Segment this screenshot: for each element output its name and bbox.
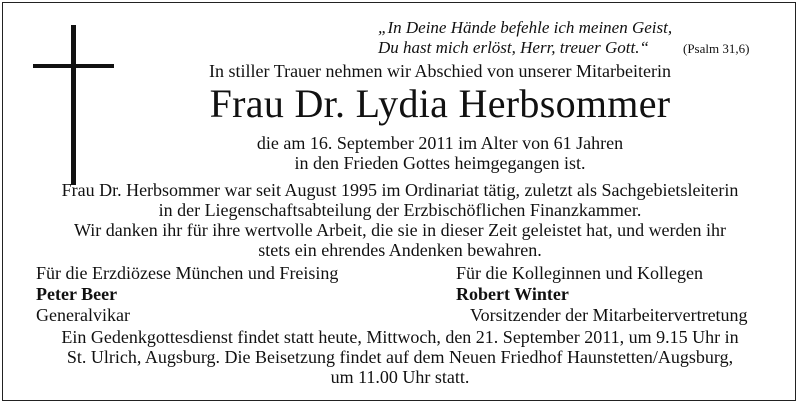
death-line-2: in den Frieden Gottes heimgegangen ist. xyxy=(294,153,586,173)
signature-right-role: Vorsitzender der Mitarbeitervertretung xyxy=(470,305,748,325)
death-line-1: die am 16. September 2011 im Alter von 61 Jahren xyxy=(256,133,624,153)
tribute-line-3: Wir danken ihr für ihre wertvolle Arbeit, die sie in dieser Zeit geleistet hat, und werden ihr xyxy=(73,220,727,240)
quote-line-2: Du hast mich erlöst, Herr, treuer Gott.“ xyxy=(378,38,649,57)
intro-text: In stiller Trauer nehmen wir Abschied von unserer Mitarbeiterin xyxy=(209,61,671,81)
signature-left xyxy=(36,263,338,326)
quote-reference: (Psalm 31,6) xyxy=(683,41,750,56)
tribute-text xyxy=(10,180,790,260)
cross-horizontal-bar xyxy=(33,64,114,68)
cross-vertical-bar xyxy=(71,25,76,185)
tribute-line-4: stets ein ehrendes Andenken bewahren. xyxy=(258,240,542,260)
quote-line-1: „In Deine Hände befehle ich meinen Geist, xyxy=(378,18,673,37)
service-line-2: St. Ulrich, Augsburg. Die Beisetzung findet auf dem Neuen Friedhof Haunstetten/Augsburg, xyxy=(66,347,734,367)
service-announcement xyxy=(10,327,790,387)
death-statement xyxy=(140,133,740,173)
signature-right xyxy=(456,263,748,326)
signature-left-role: Generalvikar xyxy=(36,305,130,325)
service-line-3: um 11.00 Uhr statt. xyxy=(330,367,470,387)
tribute-line-1: Frau Dr. Herbsommer war seit August 1995 im Ordinariat tätig, zuletzt als Sachgebietsleiterin xyxy=(61,180,739,200)
signature-right-person: Robert Winter xyxy=(456,284,569,304)
deceased-name: Frau Dr. Lydia Herbsommer xyxy=(209,81,671,126)
service-line-1: Ein Gedenkgottesdienst findet statt heute, Mittwoch, den 21. September 2011, um 9.15 Uhr in xyxy=(61,327,739,347)
tribute-line-2: in der Liegenschaftsabteilung der Erzbischöflichen Finanzkammer. xyxy=(158,200,642,220)
bible-quote xyxy=(378,18,750,58)
signature-left-org: Für die Erzdiözese München und Freising xyxy=(36,263,339,283)
signature-left-person: Peter Beer xyxy=(36,284,118,304)
signature-right-org: Für die Kolleginnen und Kollegen xyxy=(456,263,703,283)
